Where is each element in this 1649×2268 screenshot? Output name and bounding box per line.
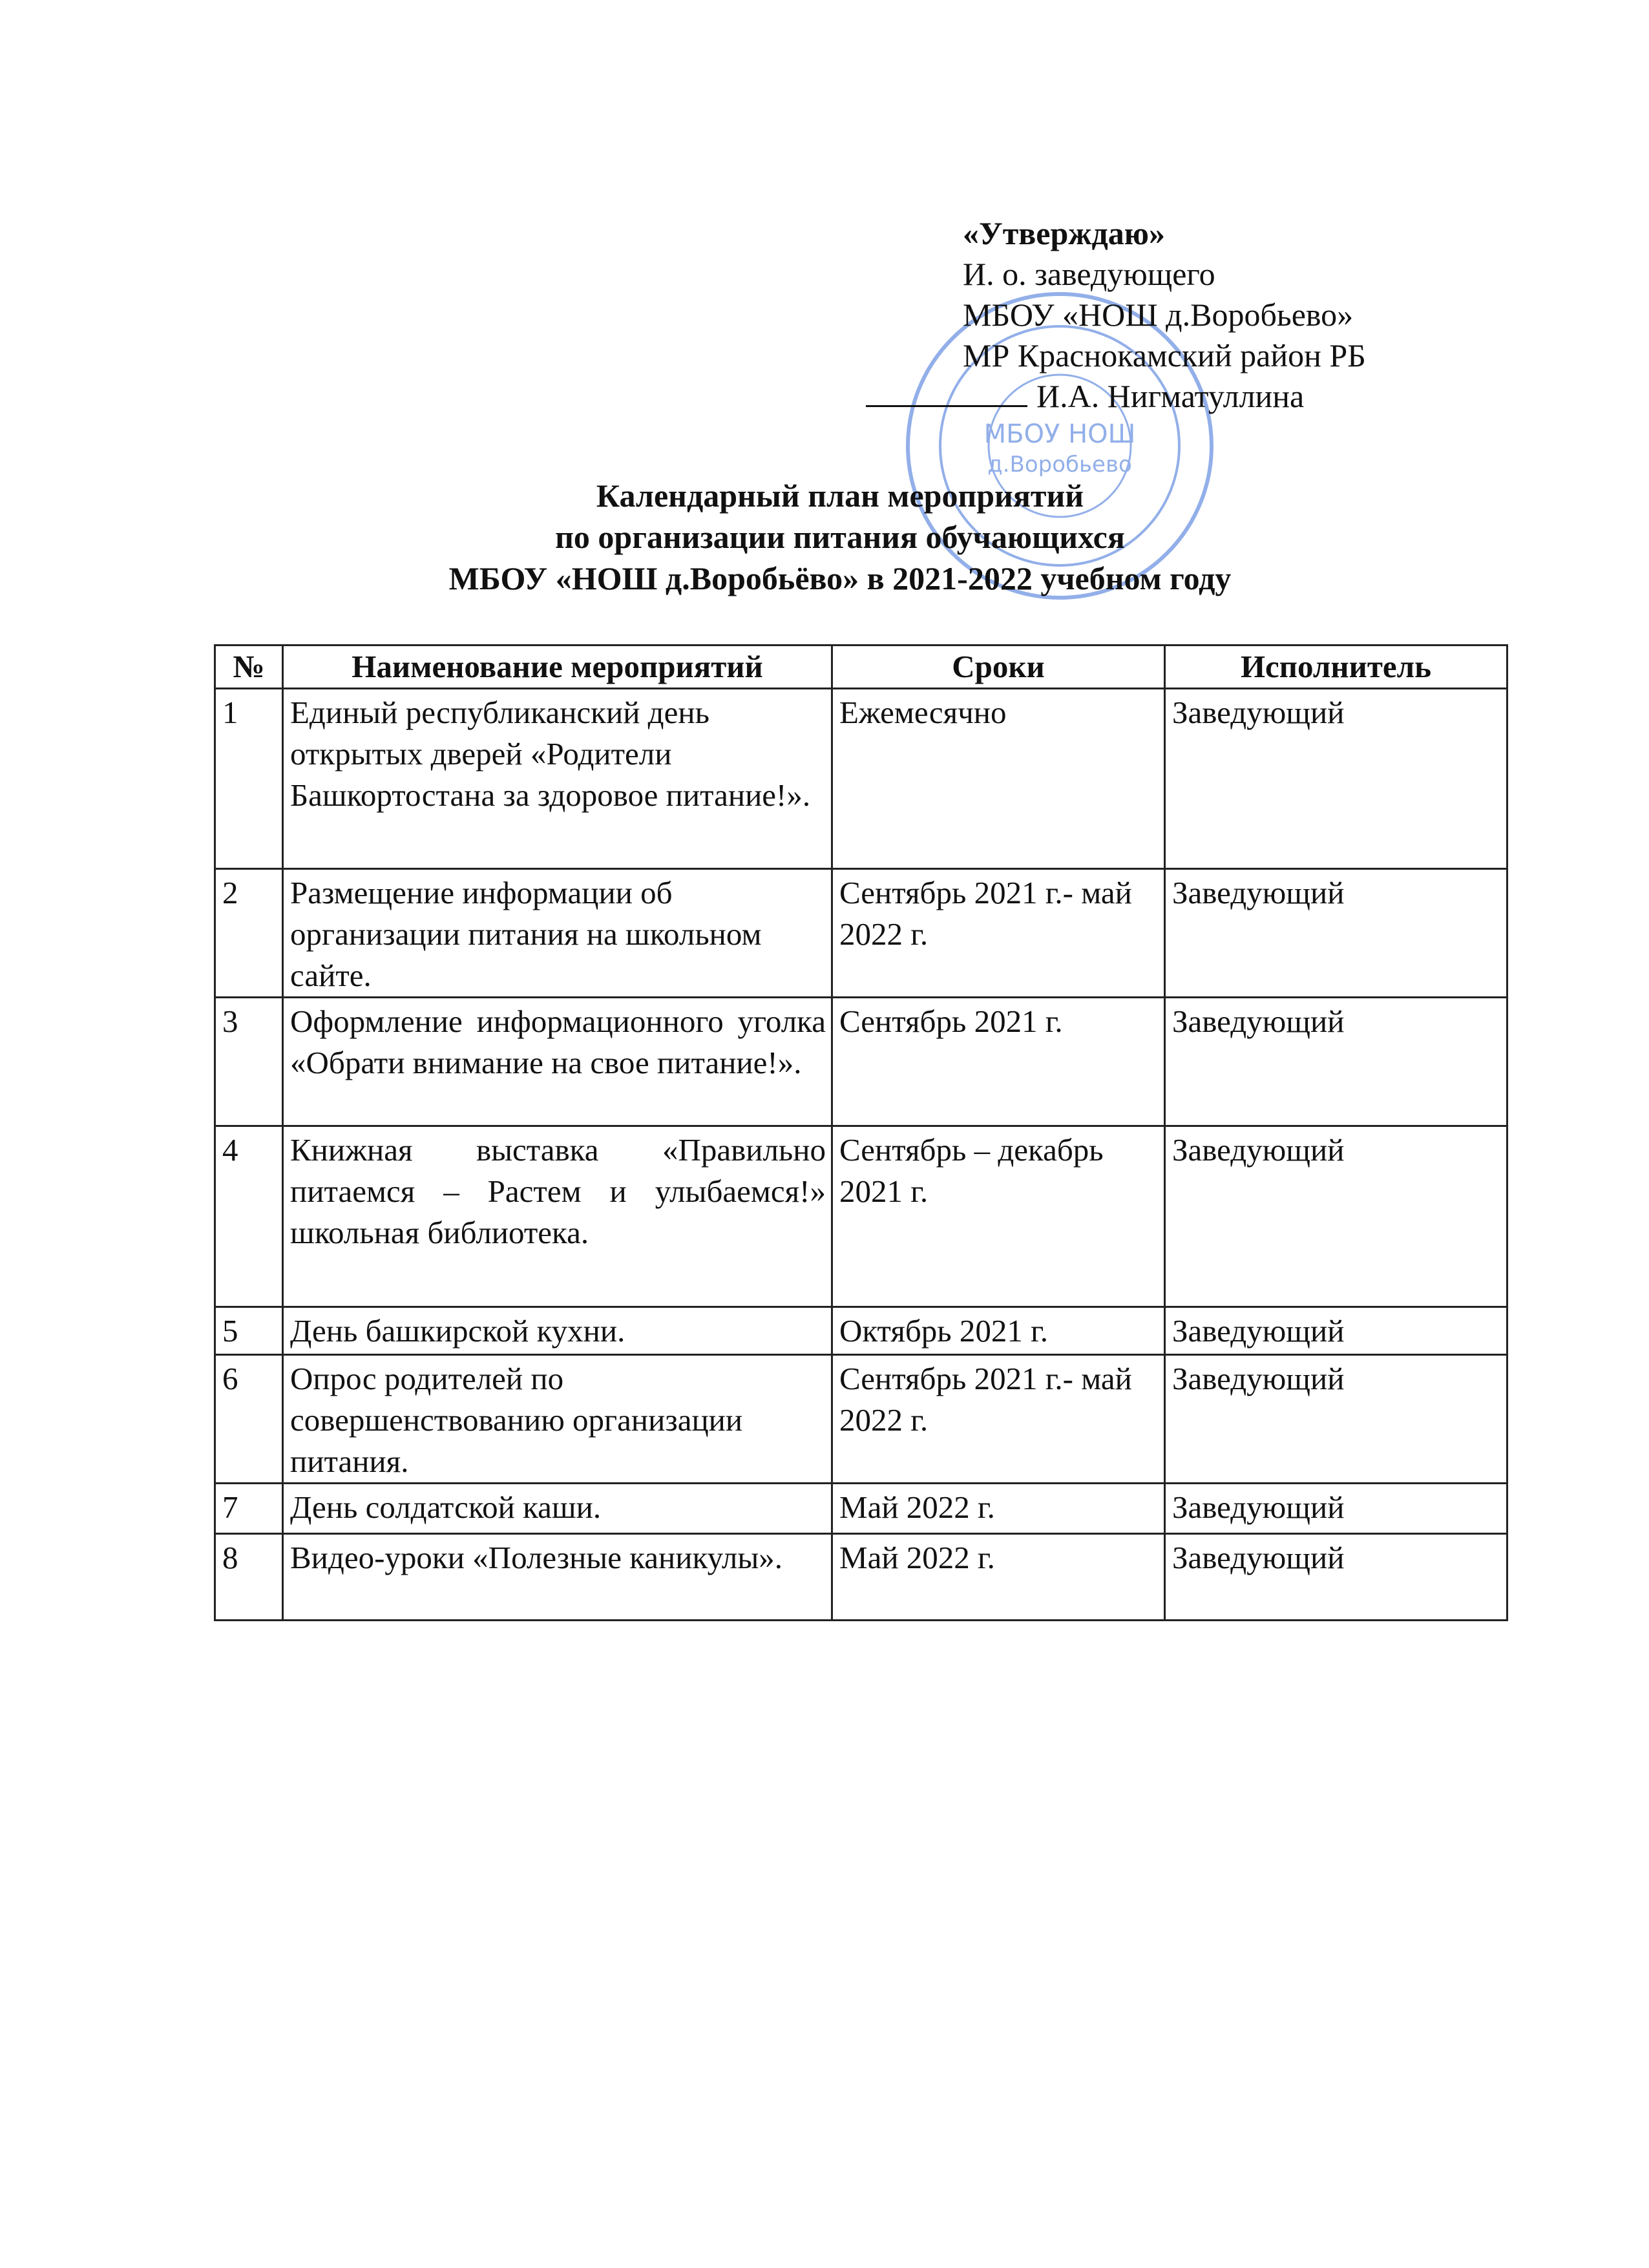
row-executor: Заведующий [1165,998,1507,1126]
header-number: № [215,646,283,689]
row-term: Ежемесячно [832,689,1165,869]
approval-district: МР Краснокамский район РБ [963,337,1366,373]
row-name: Оформление информационного уголка «Обрати внимание на свое питание!». [283,998,832,1126]
row-name: День башкирской кухни. [283,1307,832,1355]
row-term: Сентябрь – декабрь 2021 г. [832,1126,1165,1307]
row-term: Сентябрь 2021 г.- май 2022 г. [832,1355,1165,1484]
table-row [215,1484,1507,1534]
row-number: 6 [215,1355,283,1484]
row-name: Опрос родителей по совершенствованию организации питания. [283,1355,832,1484]
table-row [215,1534,1507,1621]
title-line-1: Календарный план мероприятий [596,478,1084,514]
header-executor: Исполнитель [1165,646,1507,689]
row-executor: Заведующий [1165,689,1507,869]
events-table [214,644,1508,1621]
approval-block [963,213,1366,417]
signature-line [866,405,1027,407]
row-term: Сентябрь 2021 г.- май 2022 г. [832,869,1165,998]
row-number: 2 [215,869,283,998]
approval-heading: «Утверждаю» [963,215,1166,251]
table-row [215,998,1507,1126]
row-term: Октябрь 2021 г. [832,1307,1165,1355]
header-name: Наименование мероприятий [283,646,832,689]
row-name: Размещение информации об организации питания на школьном сайте. [283,869,832,998]
svg-text:МБОУ НОШ: МБОУ НОШ [983,419,1136,449]
row-number: 3 [215,998,283,1126]
row-executor: Заведующий [1165,1534,1507,1621]
title-line-2: по организации питания обучающихся [555,519,1125,555]
row-number: 1 [215,689,283,869]
row-executor: Заведующий [1165,1484,1507,1534]
row-name: Книжная выставка «Правильно питаемся – Растем и улыбаемся!» школьная библиотека. [283,1126,832,1307]
approval-position: И. о. заведующего [963,256,1215,292]
approval-name: И.А. Нигматуллина [1036,378,1305,414]
row-number: 5 [215,1307,283,1355]
row-number: 7 [215,1484,283,1534]
row-executor: Заведующий [1165,1355,1507,1484]
row-name: День солдатской каши. [283,1484,832,1534]
row-term: Май 2022 г. [832,1484,1165,1534]
page-title [0,475,1649,599]
table-row [215,1307,1507,1355]
row-term: Сентябрь 2021 г. [832,998,1165,1126]
svg-text:д.Воробьево: д.Воробьево [987,452,1132,478]
header-term: Сроки [832,646,1165,689]
table-row [215,869,1507,998]
table-row [215,1126,1507,1307]
row-executor: Заведующий [1165,869,1507,998]
row-name: Видео-уроки «Полезные каникулы». [283,1534,832,1621]
row-number: 8 [215,1534,283,1621]
table-row [215,1355,1507,1484]
row-term: Май 2022 г. [832,1534,1165,1621]
row-executor: Заведующий [1165,1307,1507,1355]
row-executor: Заведующий [1165,1126,1507,1307]
title-line-3: МБОУ «НОШ д.Воробьёво» в 2021-2022 учебном году [448,560,1232,596]
table-header-row [215,646,1507,689]
table-row [215,689,1507,869]
approval-school: МБОУ «НОШ д.Воробьево» [963,297,1354,333]
row-name: Единый республиканский день открытых дверей «Родители Башкортостана за здоровое питание!». [283,689,832,869]
row-number: 4 [215,1126,283,1307]
